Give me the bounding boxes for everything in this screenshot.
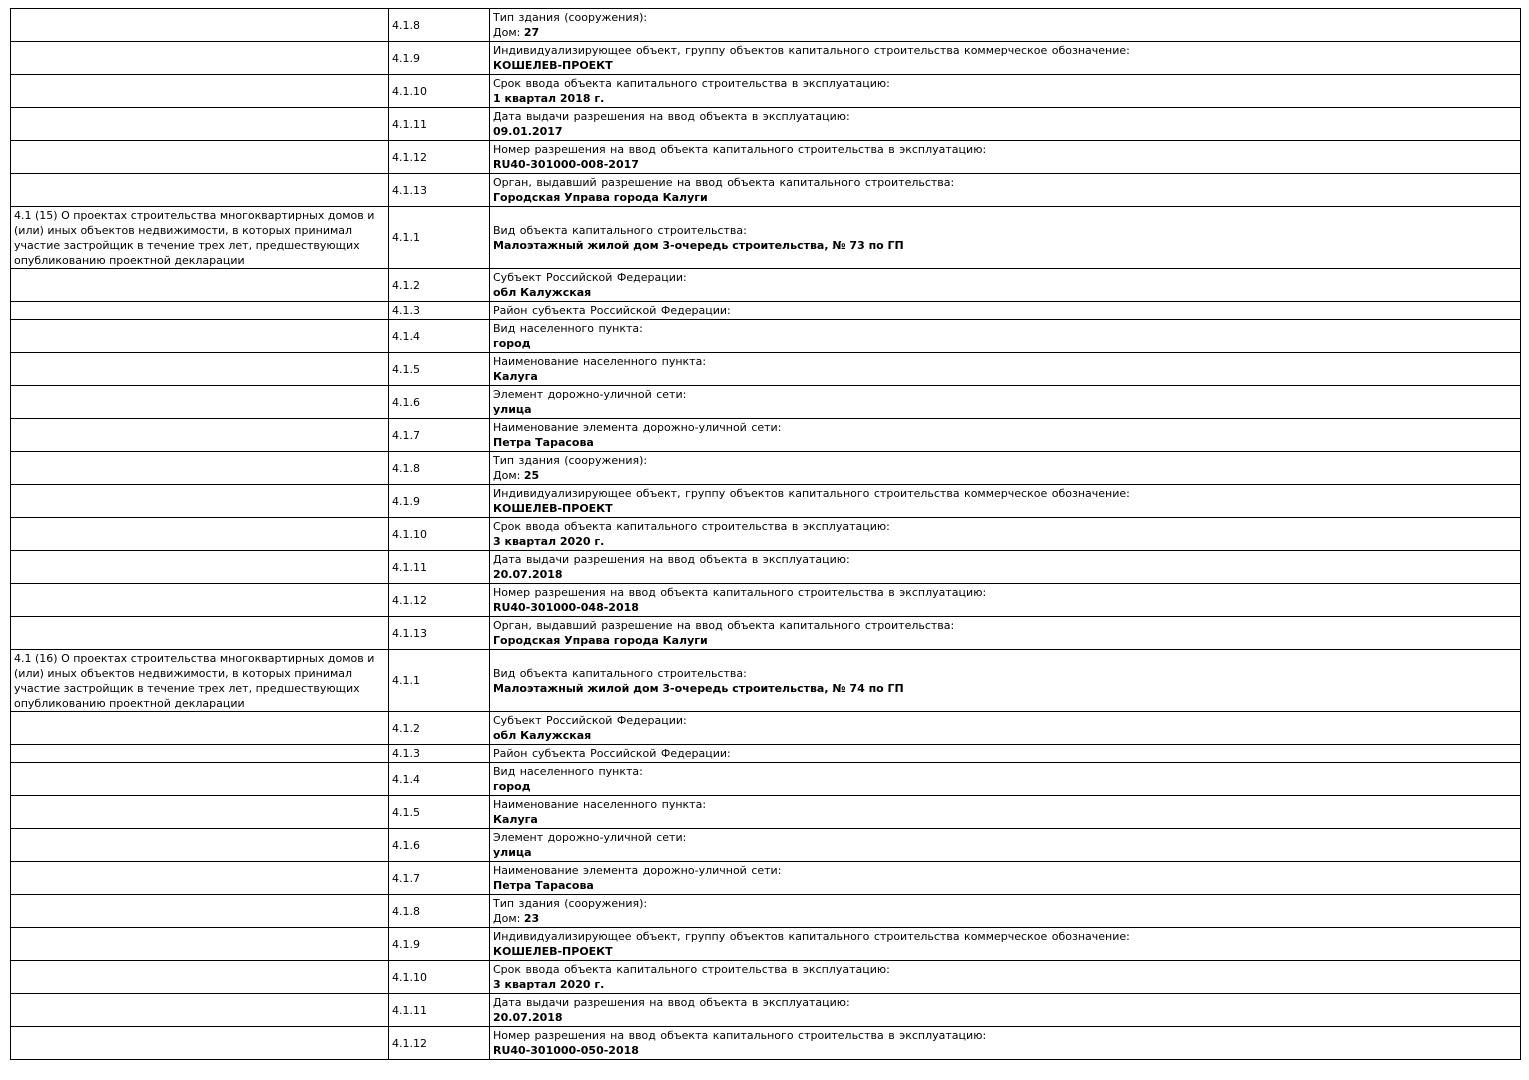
row-code: 4.1.10 (389, 961, 490, 994)
field-label: Дата выдачи разрешения на ввод объекта в эксплуатацию: (493, 110, 850, 123)
field-label: Индивидуализирующее объект, группу объектов капитального строительства коммерческое обозначение: (493, 487, 1130, 500)
section-description-empty (11, 895, 389, 928)
table-row (11, 386, 1521, 419)
field-value: улица (493, 403, 532, 416)
field-value: 20.07.2018 (493, 1011, 563, 1024)
section-description-empty (11, 763, 389, 796)
field-value-line (493, 779, 1517, 794)
table-row (11, 895, 1521, 928)
row-code: 4.1.10 (389, 518, 490, 551)
row-code: 4.1.5 (389, 796, 490, 829)
row-content (490, 928, 1521, 961)
section-description-empty (11, 1027, 389, 1060)
field-value-line (493, 633, 1517, 648)
field-label: Срок ввода объекта капитального строительства в эксплуатацию: (493, 77, 890, 90)
field-value: Петра Тарасова (493, 436, 594, 449)
row-code: 4.1.4 (389, 763, 490, 796)
row-content (490, 617, 1521, 650)
row-content (490, 796, 1521, 829)
section-description-empty (11, 386, 389, 419)
field-value: 09.01.2017 (493, 125, 563, 138)
field-value: город (493, 337, 531, 350)
row-code: 4.1.7 (389, 419, 490, 452)
row-code: 4.1.2 (389, 269, 490, 302)
table-row (11, 650, 1521, 712)
field-value-line (493, 369, 1517, 384)
row-content (490, 141, 1521, 174)
field-value: город (493, 780, 531, 793)
field-value-line (493, 878, 1517, 893)
field-value-line (493, 977, 1517, 992)
field-label: Наименование элемента дорожно-уличной сети: (493, 864, 782, 877)
row-code: 4.1.13 (389, 617, 490, 650)
field-label: Район субъекта Российской Федерации: (493, 304, 731, 317)
field-value: обл Калужская (493, 286, 592, 299)
field-value: RU40-301000-048-2018 (493, 601, 639, 614)
row-code: 4.1.7 (389, 862, 490, 895)
project-declaration-table (10, 8, 1521, 1060)
field-label: Тип здания (сооружения): (493, 897, 648, 910)
field-value: 3 квартал 2020 г. (493, 535, 605, 548)
field-label: Вид объекта капитального строительства: (493, 666, 747, 680)
table-row (11, 763, 1521, 796)
field-value-line (493, 1010, 1517, 1025)
row-code: 4.1.8 (389, 9, 490, 42)
section-description: 4.1 (16) О проектах строительства многоквартирных домов и (или) иных объектов недвижимости, в которых принимал участие застройщик в течение трех лет, предшествующих опубликованию проектной декларации (11, 650, 389, 712)
row-content (490, 174, 1521, 207)
row-content (490, 712, 1521, 745)
row-content (490, 961, 1521, 994)
field-value: КОШЕЛЕВ-ПРОЕКТ (493, 502, 613, 515)
field-label: Срок ввода объекта капитального строительства в эксплуатацию: (493, 520, 890, 533)
field-value: Городская Управа города Калуги (493, 191, 708, 204)
section-description-empty (11, 485, 389, 518)
row-code: 4.1.13 (389, 174, 490, 207)
section-description-empty (11, 419, 389, 452)
row-content (490, 763, 1521, 796)
row-code: 4.1.11 (389, 994, 490, 1027)
field-label: Наименование населенного пункта: (493, 798, 707, 811)
row-content (490, 353, 1521, 386)
section-description-empty (11, 42, 389, 75)
section-description-empty (11, 994, 389, 1027)
section-description-empty (11, 302, 389, 320)
table-row (11, 1027, 1521, 1060)
section-description-empty (11, 584, 389, 617)
field-value-line (493, 600, 1517, 615)
section-description-empty (11, 452, 389, 485)
table-row (11, 712, 1521, 745)
field-value-prefix: Дом: (493, 26, 524, 39)
row-content (490, 207, 1521, 269)
row-code: 4.1.3 (389, 745, 490, 763)
field-value-line (493, 845, 1517, 860)
field-value-prefix: Дом: (493, 912, 524, 925)
field-value-line (493, 285, 1517, 300)
row-code: 4.1.12 (389, 141, 490, 174)
row-content (490, 745, 1521, 763)
table-row (11, 42, 1521, 75)
section-description-empty (11, 108, 389, 141)
field-value: КОШЕЛЕВ-ПРОЕКТ (493, 59, 613, 72)
section-description-empty (11, 829, 389, 862)
row-code: 4.1.6 (389, 386, 490, 419)
row-content (490, 584, 1521, 617)
table-row (11, 485, 1521, 518)
row-content (490, 1027, 1521, 1060)
declaration-table-body (11, 9, 1521, 1060)
field-value-line (493, 336, 1517, 351)
section-description-empty (11, 9, 389, 42)
field-value-line (493, 25, 1517, 40)
row-code: 4.1.2 (389, 712, 490, 745)
field-value: Малоэтажный жилой дом 3-очередь строительства, № 74 по ГП (493, 681, 904, 695)
section-description-empty (11, 745, 389, 763)
row-content (490, 862, 1521, 895)
field-label: Тип здания (сооружения): (493, 11, 648, 24)
row-content (490, 9, 1521, 42)
row-content (490, 485, 1521, 518)
section-description-empty (11, 320, 389, 353)
field-value: 1 квартал 2018 г. (493, 92, 605, 105)
table-row (11, 9, 1521, 42)
field-label: Район субъекта Российской Федерации: (493, 747, 731, 760)
section-description-empty (11, 796, 389, 829)
field-value: улица (493, 846, 532, 859)
section-description-empty (11, 141, 389, 174)
row-code: 4.1.6 (389, 829, 490, 862)
field-value-line (493, 91, 1517, 106)
field-value-line (493, 190, 1517, 205)
table-row (11, 108, 1521, 141)
field-value: Малоэтажный жилой дом 3-очередь строительства, № 73 по ГП (493, 238, 904, 252)
row-content (490, 269, 1521, 302)
field-label: Субъект Российской Федерации: (493, 714, 687, 727)
table-row (11, 320, 1521, 353)
table-row (11, 141, 1521, 174)
table-row (11, 829, 1521, 862)
field-label: Индивидуализирующее объект, группу объектов капитального строительства коммерческое обозначение: (493, 44, 1130, 57)
field-label: Индивидуализирующее объект, группу объектов капитального строительства коммерческое обозначение: (493, 930, 1130, 943)
row-code: 4.1.8 (389, 895, 490, 928)
row-content (490, 650, 1521, 712)
field-value: 25 (523, 469, 540, 482)
field-label: Орган, выдавший разрешение на ввод объекта капитального строительства: (493, 176, 955, 189)
table-row (11, 928, 1521, 961)
table-row (11, 174, 1521, 207)
row-content (490, 994, 1521, 1027)
field-label: Номер разрешения на ввод объекта капитального строительства в эксплуатацию: (493, 143, 987, 156)
table-row (11, 518, 1521, 551)
row-content (490, 518, 1521, 551)
field-value: Петра Тарасова (493, 879, 594, 892)
field-label: Орган, выдавший разрешение на ввод объекта капитального строительства: (493, 619, 955, 632)
field-value-line (493, 728, 1517, 743)
field-label: Наименование населенного пункта: (493, 355, 707, 368)
field-label: Номер разрешения на ввод объекта капитального строительства в эксплуатацию: (493, 586, 987, 599)
row-code: 4.1.11 (389, 108, 490, 141)
section-description-empty (11, 551, 389, 584)
table-row (11, 269, 1521, 302)
section-description-empty (11, 269, 389, 302)
field-value: Городская Управа города Калуги (493, 634, 708, 647)
field-value-line (493, 501, 1517, 516)
row-content (490, 895, 1521, 928)
field-value: 27 (523, 26, 540, 39)
section-description-empty (11, 174, 389, 207)
field-value-line (493, 534, 1517, 549)
field-value: КОШЕЛЕВ-ПРОЕКТ (493, 945, 613, 958)
row-code: 4.1.1 (389, 650, 490, 712)
row-code: 4.1.9 (389, 42, 490, 75)
table-row (11, 862, 1521, 895)
table-row (11, 207, 1521, 269)
row-code: 4.1.1 (389, 207, 490, 269)
field-value-line (493, 435, 1517, 450)
field-label: Элемент дорожно-уличной сети: (493, 831, 687, 844)
field-value-line (493, 58, 1517, 73)
table-row (11, 551, 1521, 584)
section-description-empty (11, 353, 389, 386)
field-value: RU40-301000-008-2017 (493, 158, 639, 171)
section-description-empty (11, 617, 389, 650)
field-label: Субъект Российской Федерации: (493, 271, 687, 284)
field-label: Вид объекта капитального строительства: (493, 223, 747, 237)
table-row (11, 961, 1521, 994)
table-row (11, 302, 1521, 320)
table-row (11, 75, 1521, 108)
table-row (11, 796, 1521, 829)
row-code: 4.1.4 (389, 320, 490, 353)
section-description-empty (11, 712, 389, 745)
field-label: Вид населенного пункта: (493, 765, 643, 778)
field-value: Калуга (493, 813, 538, 826)
table-row (11, 353, 1521, 386)
row-code: 4.1.8 (389, 452, 490, 485)
row-content (490, 386, 1521, 419)
row-code: 4.1.5 (389, 353, 490, 386)
section-description-empty (11, 961, 389, 994)
field-value: 20.07.2018 (493, 568, 563, 581)
row-content (490, 108, 1521, 141)
row-content (490, 302, 1521, 320)
row-code: 4.1.9 (389, 928, 490, 961)
row-code: 4.1.10 (389, 75, 490, 108)
field-label: Тип здания (сооружения): (493, 454, 648, 467)
row-code: 4.1.11 (389, 551, 490, 584)
field-value: Калуга (493, 370, 538, 383)
row-code: 4.1.3 (389, 302, 490, 320)
section-description-empty (11, 518, 389, 551)
field-value: обл Калужская (493, 729, 592, 742)
row-content (490, 75, 1521, 108)
row-code: 4.1.9 (389, 485, 490, 518)
field-value: 23 (523, 912, 540, 925)
row-content (490, 829, 1521, 862)
table-row (11, 584, 1521, 617)
row-content (490, 42, 1521, 75)
field-label: Номер разрешения на ввод объекта капитального строительства в эксплуатацию: (493, 1029, 987, 1042)
field-value-line (493, 812, 1517, 827)
section-description: 4.1 (15) О проектах строительства многоквартирных домов и (или) иных объектов недвижимости, в которых принимал участие застройщик в течение трех лет, предшествующих опубликованию проектной декларации (11, 207, 389, 269)
field-label: Наименование элемента дорожно-уличной сети: (493, 421, 782, 434)
field-value-prefix: Дом: (493, 469, 524, 482)
section-description-empty (11, 75, 389, 108)
field-value-line (493, 1043, 1517, 1058)
field-value: RU40-301000-050-2018 (493, 1044, 639, 1057)
row-content (490, 320, 1521, 353)
row-content (490, 419, 1521, 452)
field-value-line (493, 402, 1517, 417)
field-label: Элемент дорожно-уличной сети: (493, 388, 687, 401)
field-label: Дата выдачи разрешения на ввод объекта в эксплуатацию: (493, 553, 850, 566)
field-value-line (493, 124, 1517, 139)
table-row (11, 994, 1521, 1027)
table-row (11, 419, 1521, 452)
field-value-line (493, 567, 1517, 582)
section-description-empty (11, 862, 389, 895)
table-row (11, 617, 1521, 650)
field-value-line (493, 944, 1517, 959)
field-value-line (493, 911, 1517, 926)
field-value-line (493, 468, 1517, 483)
row-code: 4.1.12 (389, 1027, 490, 1060)
field-value-line (493, 157, 1517, 172)
table-row (11, 745, 1521, 763)
field-value-line (493, 681, 1517, 696)
row-content (490, 452, 1521, 485)
field-value-line (493, 238, 1517, 253)
table-row (11, 452, 1521, 485)
row-content (490, 551, 1521, 584)
row-code: 4.1.12 (389, 584, 490, 617)
section-description-empty (11, 928, 389, 961)
field-value: 3 квартал 2020 г. (493, 978, 605, 991)
field-label: Дата выдачи разрешения на ввод объекта в эксплуатацию: (493, 996, 850, 1009)
field-label: Вид населенного пункта: (493, 322, 643, 335)
field-label: Срок ввода объекта капитального строительства в эксплуатацию: (493, 963, 890, 976)
